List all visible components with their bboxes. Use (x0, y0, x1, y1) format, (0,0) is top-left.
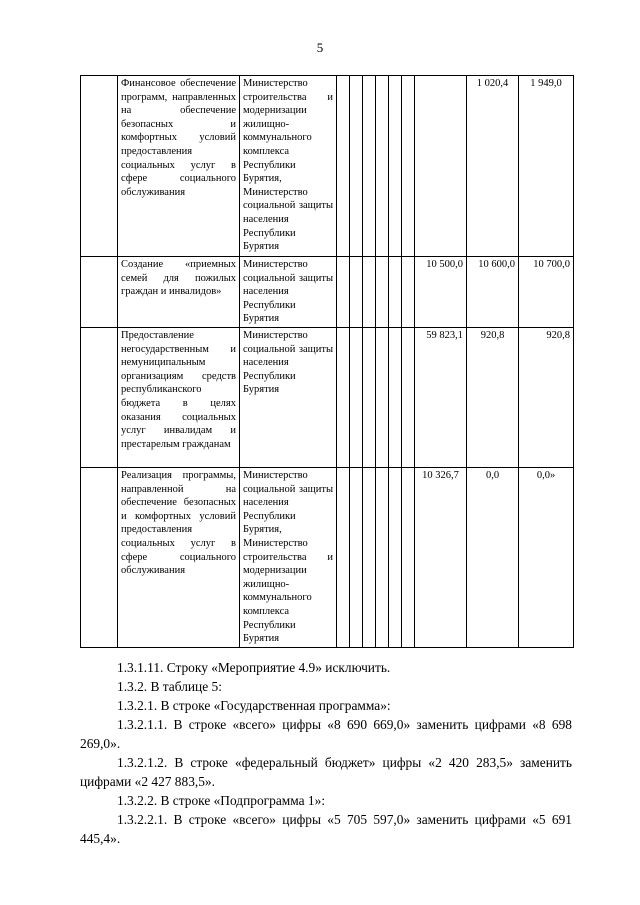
measure-description: Реализация программы, направленной на обеспечение безопасных и комфортных условий предоставления социальных услуг в сфере социального обслуживания (118, 467, 240, 647)
measure-description: Финансовое обеспечение программ, направленных на обеспечение безопасных и комфортных условий предоставления социальных услуг в сфере социального обслуживания (118, 76, 240, 257)
amendment-paragraph: 1.3.2.2. В строке «Подпрограмма 1»: (117, 793, 326, 808)
table-row (81, 76, 574, 257)
responsible-organization: Министерство социальной защиты населения Республики Бурятия, Министерство строительства и модернизации жилищно-коммунального комплекса Республики Бурятия (240, 467, 337, 647)
amendment-paragraph: 1.3.2.1.1. В строке «всего» цифры «8 690 669,0» заменить цифрами «8 698 269,0». (80, 717, 572, 751)
amendment-paragraph: 1.3.2.1. В строке «Государственная программа»: (117, 698, 391, 713)
measure-description: Предоставление негосударственным и немуниципальным организациям средств республиканского бюджета в целях оказания социальных услуг инвалидам и престарелым гражданам (118, 327, 240, 467)
index-cell (81, 467, 118, 647)
value-cell: 0,0 (467, 467, 519, 647)
responsible-organization: Министерство социальной защиты населения Республики Бурятия (240, 327, 337, 467)
budget-table (80, 75, 574, 648)
value-cell: 1 949,0 (519, 76, 574, 257)
value-cell: 0,0» (519, 467, 574, 647)
responsible-organization: Министерство строительства и модернизации жилищно-коммунального комплекса Республики Бурятия, Министерство социальной защиты населения Республики Бурятия (240, 76, 337, 257)
amendment-paragraph: 1.3.2.2.1. В строке «всего» цифры «5 705 597,0» заменить цифрами «5 691 445,4». (80, 812, 572, 846)
value-cell: 1 020,4 (467, 76, 519, 257)
page-number: 5 (316, 40, 324, 55)
amendments-text (80, 658, 572, 848)
value-cell: 920,8 (519, 327, 574, 467)
value-cell: 59 823,1 (415, 327, 467, 467)
value-cell: 10 500,0 (415, 257, 467, 328)
value-cell: 10 326,7 (415, 467, 467, 647)
responsible-organization: Министерство социальной защиты населения Республики Бурятия (240, 257, 337, 328)
table-row (81, 257, 574, 328)
table-row (81, 327, 574, 467)
amendment-paragraph: 1.3.2.1.2. В строке «федеральный бюджет» цифры «2 420 283,5» заменить цифрами «2 427 883,5». (80, 755, 572, 789)
amendment-paragraph: 1.3.2. В таблице 5: (117, 679, 222, 694)
measure-description: Создание «приемных семей для пожилых граждан и инвалидов» (118, 257, 240, 328)
value-cell: 10 700,0 (519, 257, 574, 328)
index-cell (81, 327, 118, 467)
table-row (81, 467, 574, 647)
index-cell (81, 76, 118, 257)
value-cell (415, 76, 467, 257)
amendment-paragraph: 1.3.1.11. Строку «Мероприятие 4.9» исключить. (117, 660, 391, 675)
index-cell (81, 257, 118, 328)
value-cell: 920,8 (467, 327, 519, 467)
value-cell: 10 600,0 (467, 257, 519, 328)
